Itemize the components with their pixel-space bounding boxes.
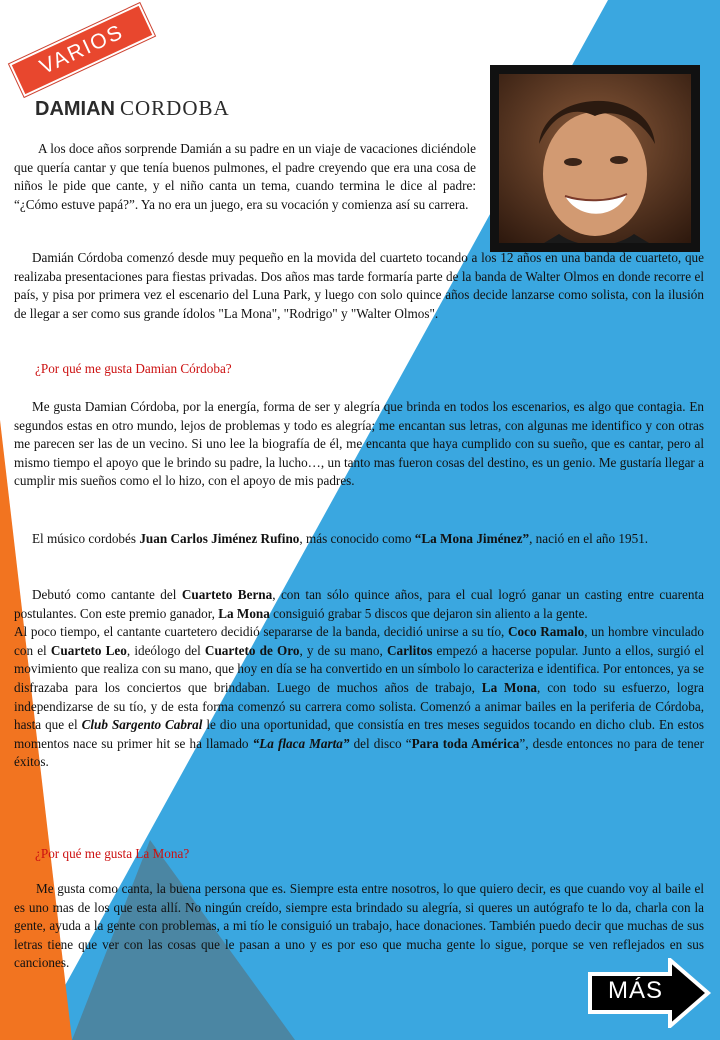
name-highlight: Carlitos: [386, 642, 433, 658]
mona-intro-paragraph: [14, 530, 704, 549]
text-segment: El músico cordobés: [32, 531, 140, 546]
name-highlight: La Mona: [481, 679, 538, 695]
band-highlight: Cuarteto de Oro: [204, 642, 300, 658]
more-button[interactable]: [586, 958, 712, 1028]
portrait-illustration: [499, 74, 691, 243]
text-segment: , más conocido como: [299, 531, 415, 546]
text-segment: empezó a hacerse popular. Junto a ellos, surgió el movimiento que realiza con su mano, que hoy en día se ha convertido en un símbolo lo caracteriza e identifica. Por entonces, ya se disfrazaba para los conciertos que brindaban. Luego de muchos años de trabajo,: [14, 642, 704, 695]
title-last-name: CORDOBA: [120, 96, 230, 120]
text-segment: consiguió grabar 5 discos que dejaron sin aliento a la gente.: [269, 605, 588, 621]
section-badge: VARIOS: [9, 3, 155, 96]
name-highlight: Juan Carlos Jiménez Rufino: [139, 531, 300, 546]
club-highlight: Club Sargento Cabral: [81, 717, 203, 733]
album-highlight: Para toda América: [411, 735, 520, 751]
name-highlight: Coco Ramalo: [508, 624, 585, 640]
text-segment: , y de su mano,: [299, 642, 387, 658]
text-segment: Al poco tiempo, el cantante cuartetero decidió separarse de la banda, decidió unirse a su tío,: [14, 624, 509, 640]
biography-paragraph: Damián Córdoba comenzó desde muy pequeño en la movida del cuarteto tocando a los 12 años en una banda de cuarteto, que realizaba presentaciones para fiestas privadas. Dos años mas tarde formaría parte de la banda de Walter Olmos en donde recorre el país, y pisa por primera vez el escenario del Luna Park, y luego con solo quince años decide lanzarse como solista, con la ilusión de llegar a ser como sus grande ídolos "La Mona", "Rodrigo" y "Walter Olmos".: [14, 250, 704, 321]
band-highlight: Cuarteto Berna: [181, 587, 273, 602]
text-segment: , un hombre vinculado con el: [14, 624, 704, 658]
text-segment: ”, desde entonces no para de tener éxitos.: [14, 735, 704, 770]
title-first-name: DAMIAN: [35, 98, 115, 120]
text-segment: , nació en el año 1951.: [529, 531, 649, 546]
text-segment: , ideólogo del: [126, 642, 205, 658]
song-highlight: “La flaca Marta”: [252, 735, 350, 751]
question-heading-damian: ¿Por qué me gusta Damian Córdoba?: [35, 361, 232, 376]
text-segment: le dio una oportunidad, que consistía en tres meses seguidos tocando en dicho club. En estos momentos nace su primer hit se ha llamado: [14, 717, 704, 751]
band-highlight: Cuarteto Leo: [50, 642, 127, 658]
question-heading-mona: ¿Por qué me gusta La Mona?: [35, 846, 190, 861]
mona-career-paragraph: [14, 586, 704, 772]
text-segment: , con tan sólo quince años, para el cual logró ganar un casting entre cuarenta postulantes. Con este premio ganador,: [14, 587, 704, 621]
page-title: [35, 96, 230, 121]
more-button-label: MÁS: [608, 977, 664, 1004]
opinion-paragraph-damian: Me gusta Damian Córdoba, por la energía, forma de ser y alegría que brinda en todos los escenarios, es algo que contagia. En segundos estas en otro mundo, lejos de problemas y todo es alegría; me encantan sus letras, con algunas me identifico y con otras me parecen ser las de un vecino. Si uno lee la biografía de él, me encanta que haya cumplido con su sueño, que es cantar, pero al mismo tiempo el apoyo que le brindo su padre, la lucho…, un tanto mas fueron cosas del destino, es un genio. Me gustaría llegar a cumplir mis sueños como el lo hizo, con el apoyo de mis padres.: [14, 399, 704, 489]
opinion-paragraph-mona: Me gusta como canta, la buena persona que es. Siempre esta entre nosotros, lo que quiero decir, es que cuando voy al baile el es uno mas de los que esta allí. No ningún creído, siempre esta brindado su alegría, si queres un autógrafo te lo da, charla con la gente, ayuda a la gente con problemas, a mi tío le consiguió un trabajo, hace donaciones. También puedo decir que muchas de sus letras tiene que ver con las cosas que le pasan a uno y es por eso que mucha gente lo sigue, porque se ven reflejados en sus canciones.: [14, 881, 704, 971]
name-highlight: La Mona: [218, 605, 270, 621]
text-segment: Debutó como cantante del: [32, 587, 182, 602]
text-segment: del disco “: [349, 735, 412, 751]
text-segment: , con todo su esfuerzo, logra independizarse de su tío, y de esta forma comenzó su carrera como solista. Comenzó a animar bailes en la periferia de Córdoba, hasta que el: [14, 679, 704, 733]
portrait-photo: [490, 65, 700, 252]
intro-paragraph: A los doce años sorprende Damián a su padre en un viaje de vacaciones diciéndole que quería cantar y que tenía buenos pulmones, el padre creyendo que era una cosa de niños le pide que cante, y el niño canta un tema, cuando termina le dice al padre: “¿Cómo estuve papá?”. Ya no era un juego, era su vocación y comienza así su carrera.: [14, 141, 476, 212]
nickname-highlight: “La Mona Jiménez”: [414, 531, 530, 546]
